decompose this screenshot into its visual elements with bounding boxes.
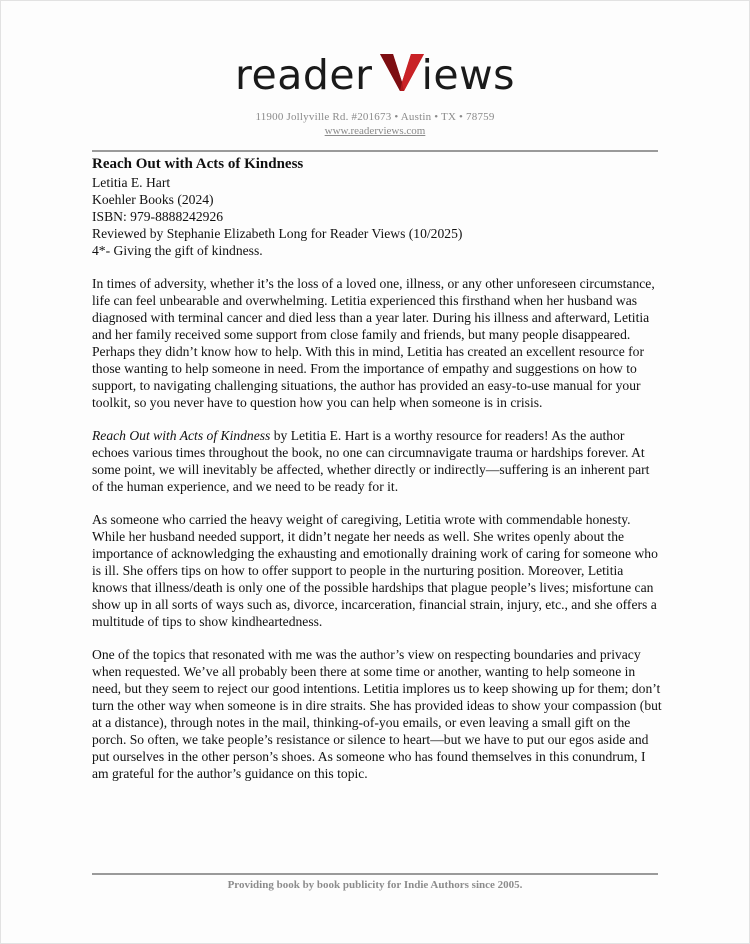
- logo-mark-letter: V: [402, 61, 405, 63]
- review-paragraph-4: One of the topics that resonated with me was the author’s view on respecting boundaries and privacy when requested. We’ve all probably been there at some time or another, wanting to help someone in need, but they seem to reject our good intentions. Letitia implores us to keep showing up for them; don’t turn the other way when someone is in dire straits. She has provided ideas to show your compassion (but at a distance), through notes in the mail, thinking-of-you emails, or even leaving a small gift on the porch. So often, we take people’s resistance or silence to heart—but we have to put our egos aside and put ourselves in the other person’s shoes. As someone who has found themselves in this conundrum, I am grateful for the author’s guidance on this topic.: [92, 647, 662, 781]
- book-author: Letitia E. Hart: [92, 175, 171, 190]
- book-publisher: Koehler Books (2024): [92, 192, 214, 207]
- review-paragraph-3: As someone who carried the heavy weight of caregiving, Letitia wrote with commendable honesty. While her husband needed support, it didn’t negate her needs as well. She writes openly about the importance of acknowledging the exhausting and emotionally draining work of caring for someone who is ill. She offers tips on how to offer support to people in the nurturing position. Moreover, Letitia knows that illness/death is only one of the possible hardships that plague people’s lives; misfortune can show up in all sorts of ways such as, divorce, incarceration, financial strain, injury, etc., and she offers a multitude of tips to show kindheartedness.: [92, 512, 658, 629]
- reviewer-credit: Reviewed by Stephanie Elizabeth Long for Reader Views (10/2025): [92, 226, 463, 241]
- review-paragraph-1: In times of adversity, whether it’s the loss of a loved one, illness, or any other unforeseen circumstance, life can feel unbearable and overwhelming. Letitia experienced this firsthand when her husband was diagnosed with terminal cancer and died less than a year later. During his illness and afterward, Letitia and her family received some support from close family and friends, but many people disappeared. Perhaps they didn’t know how to help. With this in mind, Letitia has created an excellent resource for those wanting to help someone in need. From the importance of empathy and suggestions on how to support, to navigating challenging situations, the author has provided an easy-to-use manual for your toolkit, so you never have to question how you can help when someone is in crisis.: [92, 276, 655, 410]
- header-divider: [92, 150, 658, 152]
- review-rating: 4*- Giving the gift of kindness.: [92, 243, 263, 258]
- website-link[interactable]: www.readerviews.com: [324, 125, 426, 137]
- book-title: Reach Out with Acts of Kindness: [92, 156, 304, 172]
- footer-tagline: Providing book by book publicity for Indie Authors since 2005.: [227, 879, 523, 891]
- logo-text-iews: iews: [421, 51, 515, 99]
- footer-divider: [92, 873, 658, 875]
- logo-v-mark-icon: [380, 52, 424, 92]
- logo-text-reader: reader: [235, 51, 373, 99]
- book-isbn: ISBN: 979-8888242926: [92, 209, 224, 224]
- book-title-italic: Reach Out with Acts of Kindness: [92, 428, 271, 443]
- review-paragraph-2: [92, 427, 662, 495]
- reader-views-logo: [0, 52, 750, 98]
- header-address: 11900 Jollyville Rd. #201673 • Austin • TX • 78759: [255, 111, 495, 123]
- review-body: [92, 155, 662, 782]
- review-paragraph-2-text: by Letitia E. Hart is a worthy resource for readers! As the author echoes various times throughout the book, no one can circumnavigate trauma or hardships forever. At some point, we will inevitably be affected, whether directly or indirectly—suffering is an inherent part of the human experience, and we need to be ready for it.: [92, 428, 650, 494]
